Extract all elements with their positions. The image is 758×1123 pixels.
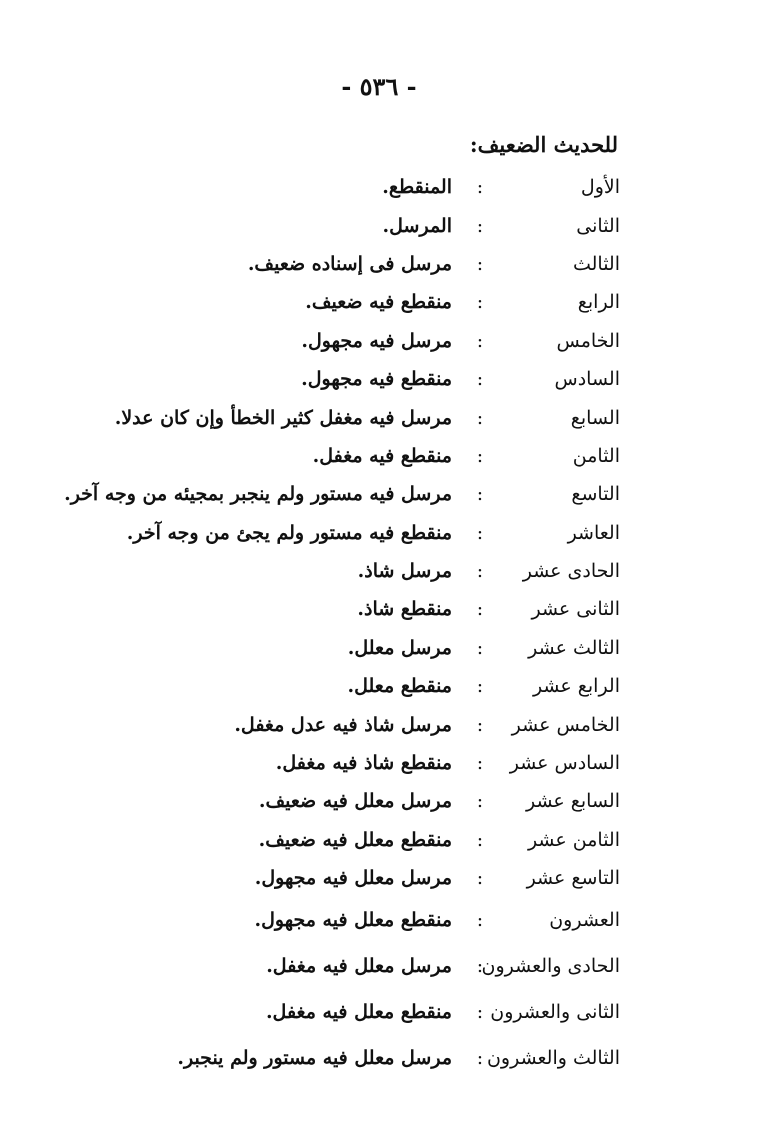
entry-ordinal: الحادى والعشرون (481, 955, 620, 978)
entry-description: منقطع شاذ. (357, 598, 452, 621)
entry-separator: : (476, 790, 484, 813)
entry-separator: : (476, 636, 484, 659)
entry-description: مرسل فيه مجهول. (301, 329, 452, 352)
list-item (100, 943, 620, 989)
entry-description: المرسل. (382, 214, 452, 237)
entry-description: مرسل شاذ. (357, 560, 452, 583)
entry-description: منقطع فيه مغفل. (312, 444, 452, 467)
entry-separator: : (476, 368, 484, 391)
entry-description: منقطع معلل فيه ضعيف. (258, 828, 452, 851)
list-item (100, 360, 620, 398)
entry-ordinal: العشرون (549, 909, 620, 932)
entry-description: منقطع فيه مستور ولم يجئ من وجه آخر. (126, 521, 452, 544)
entry-ordinal: السابع عشر (525, 790, 620, 813)
list-item (100, 897, 620, 943)
entry-description: مرسل معلل فيه مغفل. (266, 955, 452, 978)
entry-ordinal: الثانى عشر (531, 598, 620, 621)
entry-ordinal: العاشر (567, 521, 620, 544)
entry-description: منقطع معلل فيه مغفل. (265, 1001, 452, 1024)
entry-ordinal: السابع (570, 406, 620, 429)
entry-separator: : (476, 867, 484, 890)
entry-separator: : (476, 406, 484, 429)
list-item (100, 283, 620, 321)
entry-ordinal: التاسع عشر (526, 867, 620, 890)
list-item (100, 590, 620, 628)
entry-description: منقطع شاذ فيه مغفل. (275, 752, 452, 775)
list-item (100, 989, 620, 1035)
entry-description: منقطع فيه ضعيف. (305, 291, 452, 314)
list-item (100, 1035, 620, 1081)
entry-description: مرسل شاذ فيه عدل مغفل. (234, 713, 452, 736)
entry-ordinal: الرابع عشر (532, 675, 620, 698)
list-item (100, 514, 620, 552)
entry-description: مرسل معلل. (347, 636, 452, 659)
page-number: - ٥٣٦ - (341, 72, 417, 101)
entry-description: مرسل معلل فيه مجهول. (254, 867, 452, 890)
entry-description: منقطع معلل فيه مجهول. (254, 909, 452, 932)
list-item (100, 245, 620, 283)
entry-separator: : (476, 214, 484, 237)
list-item (100, 322, 620, 360)
entry-ordinal: الثامن عشر (527, 828, 620, 851)
entry-ordinal: الثالث (572, 252, 620, 275)
list-item (100, 437, 620, 475)
section-heading: للحديث الضعيف: (469, 132, 618, 157)
entry-ordinal: الرابع (577, 291, 620, 314)
entry-ordinal: السادس عشر (509, 752, 620, 775)
list-item (64, 475, 620, 513)
entry-separator: : (476, 1047, 484, 1070)
list-item (100, 821, 620, 859)
entry-separator: : (476, 1001, 484, 1024)
entry-description: مرسل معلل فيه ضعيف. (258, 790, 452, 813)
list-item (100, 667, 620, 705)
entry-ordinal: الحادى عشر (522, 560, 620, 583)
list-item (100, 206, 620, 244)
entry-description: مرسل فيه مغفل كثير الخطأ وإن كان عدلا. (114, 406, 452, 429)
list-item (100, 552, 620, 590)
list-item (100, 744, 620, 782)
entry-description: المنقطع. (382, 176, 452, 199)
entry-ordinal: الخامس عشر (511, 713, 620, 736)
entry-ordinal: الثانى والعشرون (490, 1001, 620, 1024)
entry-separator: : (476, 598, 484, 621)
entry-separator: : (476, 176, 484, 199)
entry-description: منقطع فيه مجهول. (301, 368, 452, 391)
entry-separator: : (476, 444, 484, 467)
entry-ordinal: السادس (554, 368, 620, 391)
list-item (100, 168, 620, 206)
entry-separator: : (476, 752, 484, 775)
entry-description: مرسل معلل فيه مستور ولم ينجبر. (177, 1047, 452, 1070)
list-item (100, 859, 620, 897)
entry-ordinal: الثانى (576, 214, 620, 237)
entry-separator: : (476, 252, 484, 275)
entry-ordinal: التاسع (571, 483, 620, 506)
entry-separator: : (476, 329, 484, 352)
entry-separator: : (476, 291, 484, 314)
entry-description: مرسل فيه مستور ولم ينجبر بمجيئه من وجه آخر. (64, 483, 452, 506)
list-item (100, 398, 620, 436)
entries-list (64, 168, 620, 1081)
list-item (100, 782, 620, 820)
entry-separator: : (476, 560, 484, 583)
entry-separator: : (476, 955, 484, 978)
list-item (100, 629, 620, 667)
entry-description: منقطع معلل. (347, 675, 452, 698)
entry-separator: : (476, 713, 484, 736)
entry-separator: : (476, 909, 484, 932)
entry-ordinal: الأول (580, 176, 620, 199)
entry-ordinal: الثالث عشر (528, 636, 620, 659)
entry-ordinal: الخامس (556, 329, 620, 352)
entry-separator: : (476, 828, 484, 851)
entry-ordinal: الثامن (572, 444, 620, 467)
entry-description: مرسل فى إسناده ضعيف. (247, 252, 452, 275)
entry-separator: : (476, 675, 484, 698)
entry-separator: : (476, 483, 484, 506)
entry-separator: : (476, 521, 484, 544)
list-item (100, 705, 620, 743)
entry-ordinal: الثالث والعشرون (486, 1047, 620, 1070)
